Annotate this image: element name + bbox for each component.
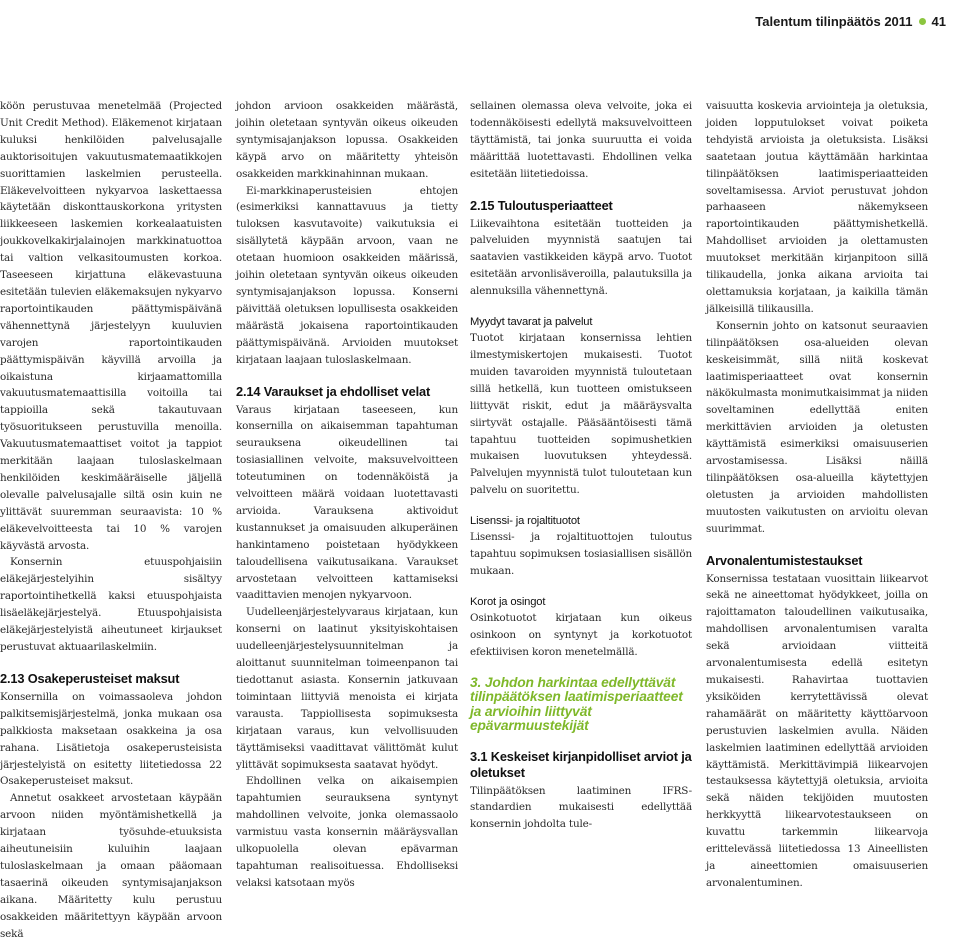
subheading-korot: Korot ja osingot (470, 595, 546, 608)
column-2 (236, 98, 458, 892)
paragraph: Varaus kirjataan taseeseen, kun konsernilla on aikaisemman tapahtuman seurauksena oikeudellinen tai tosiasiallinen velvoite, maksuvelvoitteen toteutuminen on todennäköistä ja velvoitteen määrä voidaan luotettavasti arvioida. Varauksena aktivoidut kustannukset ja omaisuuden alkuperäinen hankintameno poistetaan hyödykkeen taloudellisena vaikutusaikana. Varaukset arvostetaan velvoitteen kattamiseksi vaadittavien menojen nykyarvoon. (236, 403, 458, 602)
paragraph: Konsernin johto on katsonut seuraavien tilinpäätöksen osa-alueiden olevan keskeisimmät, sillä niitä koskevat laatimisperiaatteet ovat konsernin näkökulmasta monimutkaisimmat ja niiden soveltaminen edellyttää eniten merkittävien arvioiden ja oletusten käyttämistä esimerkiksi omaisuuserien arvostamisessa. Lisäksi näillä tilinpäätöksen osa-alueilla käytettyjen oletusten ja arvioiden mahdollisten muutosten vaikutusten on arvioitu olevan suurimmat. (706, 319, 928, 535)
bullet-dot-icon (919, 18, 926, 25)
paragraph: Uudelleenjärjestelyvaraus kirjataan, kun konserni on laatinut yksityiskohtaisen uudelleenjärjestelysuunnitelman ja aloittanut suunnitelman toimeenpanon tai tiedottanut asiasta. Konsernin jatkuvaan toimintaan liittyviä menoista ei kirjata varausta. Tappiollisesta sopimuksesta kirjataan varaus, kun velvollisuuden täyttämiseksi vaadittavat välittömät kulut ylittävät sopimuksesta saatavat hyödyt. (236, 606, 458, 771)
section-heading-2-13: 2.13 Osakeperusteiset maksut (0, 670, 180, 686)
paragraph: johdon arvioon osakkeiden määrästä, joihin oletetaan syntyvän oikeus oikeuden syntymisajanjakson lopussa. Osakkeiden käypä arvo on määritetty yhteisön osakkeiden markkinahinnan mukaan. (236, 100, 458, 180)
subheading-myydyt: Myydyt tavarat ja palvelut (470, 316, 593, 329)
paragraph: Lisenssi- ja rojaltituottojen tuloutus tapahtuu sopimuksen tosiasiallisen sisällön mukaan. (470, 531, 692, 577)
paragraph: sellainen olemassa oleva velvoite, joka ei todennäköisesti edellytä maksuvelvoitteen täyttämistä, tai jonka suuruutta ei voida määrittää luotettavasti. Ehdollinen velka esitetään liitetiedoissa. (470, 100, 692, 180)
paragraph: Liikevaihtona esitetään tuotteiden ja palveluiden myynnistä saatujen tai saatavien vastikkeiden käypä arvo. Tuotot esitetään arvonlisäveroilla, palautuksilla ja alennuksilla vähennettynä. (470, 217, 692, 298)
paragraph: Tuotot kirjataan konsernissa lehtien ilmestymiskertojen mukaisesti. Tuotot muiden tavaroiden myynnistä tuloutetaan sillä hetkellä, kun tuotteen omistukseen liittyvät riskit, edut ja määräysvalta siirtyvät ostajalle. Pääsääntöisesti tämä tapahtuu tuotteiden sopimushetkien mukaisen luovutuksen yhteydessä. Palvelujen myynnistä tulot tuloutetaan kun palvelu on suoritettu. (470, 332, 692, 497)
page-header (755, 14, 946, 29)
section-heading-arvonalentumis: Arvonalentumistestaukset (706, 552, 863, 568)
report-title: Talentum tilinpäätös 2011 (755, 14, 913, 29)
chapter-heading-3: 3. Johdon harkintaa edellyttävät tilinpäätöksen laatimisperiaatteet ja arvioihin liittyvät epävarmuustekijät (470, 674, 683, 734)
column-3 (470, 98, 692, 833)
paragraph: Annetut osakkeet arvostetaan käypään arvoon niiden myöntämishetkellä ja kirjataan työsuhde-etuuksista aiheutuneisiin kuluihin laajaan tuloslaskelmaan ja omaan pääomaan tasaerinä oikeuden syntymisajanjakson aikana. Määritetty kulu perustuu osakkeiden määritettyyn käypään arvoon sekä (0, 792, 222, 940)
section-heading-2-15: 2.15 Tuloutusperiaatteet (470, 197, 613, 213)
section-heading-2-14: 2.14 Varaukset ja ehdolliset velat (236, 383, 431, 399)
paragraph: vaisuutta koskevia arviointeja ja oletuksia, joiden lopputulokset voivat poiketa tehdyistä arvioista ja oletuksista. Lisäksi saatetaan joutua käyttämään harkintaa tilinpäätöksen laatimisperiaatteiden soveltamisessa. Arviot perustuvat johdon parhaaseen näkemykseen raportointikauden päättymishetkellä. Mahdolliset arvioiden ja olettamusten muutokset merkitään kirjanpitoon sillä tilikaudella, jonka aikana arvioita tai olettamuksia korjataan, ja kaikilla tämän jälkeisillä tilikausilla. (706, 100, 928, 315)
column-1 (0, 98, 222, 943)
paragraph: Konsernilla on voimassaoleva johdon palkitsemisjärjestelmä, jonka mukaan osa palkkiosta maksetaan osakkeina ja osa rahana. Lisätietoja osakeperusteisista järjestelyistä on esitetty liitetiedossa 22 Osakeperusteiset maksut. (0, 690, 222, 788)
page-number: 41 (931, 14, 946, 29)
paragraph: Ehdollinen velka on aikaisempien tapahtumien seurauksena syntynyt mahdollinen velvoite, jonka olemassaolo varmistuu vasta konsernin määräysvallan ulkopuolella olevan epävarman tapahtuman realisoituessa. Ehdolliseksi velaksi katsotaan myös (236, 775, 458, 889)
paragraph: Konsernin etuuspohjaisiin eläkejärjestelyihin sisältyy raportointihetkellä kaksi etuuspohjaista lisäeläkejärjestelyä. Etuuspohjaisista eläkejärjestelyistä aiheutuneet kirjaukset perustuvat aktuaarilaskelmiin. (0, 556, 222, 653)
column-4 (706, 98, 928, 892)
paragraph: Osinkotuotot kirjataan kun oikeus osinkoon on syntynyt ja korkotuotot efektiivisen koron menetelmällä. (470, 611, 692, 658)
paragraph: Konsernissa testataan vuosittain liikearvot sekä ne aineettomat hyödykkeet, joilla on rajoittamaton taloudellinen vaikutusaika, mahdollisen arvonalentumisen varalta sekä arvioidaan viitteitä arvonalentumisesta edellä esitetyn mukaisesti. Rahavirtaa tuottavien yksiköiden kerrytettävissä olevat rahamäärät on määritetty käyttöarvoon perustuvien laskelmien avulla. Näiden laskelmien laatiminen edellyttää arvioiden käyttämistä. Merkittävimpiä liikearvojen testauksessa käytettyjä oletuksia, arvioita sekä näiden tekijöiden muutosten herkkyyttä liikearvotestaukseen on kuvattu tarkemmin liikearvoja erittelevässä liitetiedossa 13 Aineellisten ja aineettomien omaisuuserien arvonalentuminen. (706, 572, 928, 889)
subheading-lisenssi: Lisenssi- ja rojaltituotot (470, 515, 580, 528)
paragraph: Tilinpäätöksen laatiminen IFRS-standardien mukaisesti edellyttää konsernin johdolta tule- (470, 784, 692, 831)
paragraph: köön perustuvaa menetelmää (Projected Unit Credit Method). Eläkemenot kirjataan kuluksi henkilöiden palvelusajalle auktorisoitujen vakuutusmatemaatikkojen suorittamien laskelmien perusteella. Eläkevelvoitteen nykyarvoa laskettaessa käytetään diskonttauskorkona yritysten liikkeeseen laskemien korkealaatuisten joukkovelkakirjalainojen markkinatuottoa tai valtion velkasitoumusten korkoa. Taseeseen kirjattuna eläkevastuuna esitetään tulevien eläkemaksujen nykyarvo raportointikauden päättymispäivänä vähennettynä järjestelyyn kuuluvien varojen raportointikauden päättymispäivän käyvillä arvoilla ja oikaistuna kirjaamattomilla vakuutusmatemaattisilla voitoilla tai tappioilla sekä takautuvaan työsuoritukseen perustuvilla menoilla. Vakuutusmatemaattiset voitot ja tappiot merkitään laajaan tuloslaskelmaan henkilöiden keskimääräiselle jäljellä olevalle palvelusajalle siltä osin kuin ne ylittävät suuremman seuraavista: 10 % eläkevelvoitteesta tai 10 % varojen käyvästä arvosta. (0, 100, 222, 552)
section-heading-3-1: 3.1 Keskeiset kirjanpidolliset arviot ja oletukset (470, 748, 692, 780)
paragraph: Ei-markkinaperusteisien ehtojen (esimerkiksi kannattavuus ja tietty tuloksen kasvutavoite) vaikutuksia ei sisällytetä käypään arvoon, vaan ne otetaan huomioon osakkeiden määrissä, joihin oletetaan syntyvän oikeus oikeuden syntymisajanjakson lopussa. Konserni päivittää oletuksen lopullisesta osakkeiden määrästä jokaisena raportointikauden päättymispäivänä. Arvioiden muutokset kirjataan laajaan tuloslaskelmaan. (236, 184, 458, 366)
